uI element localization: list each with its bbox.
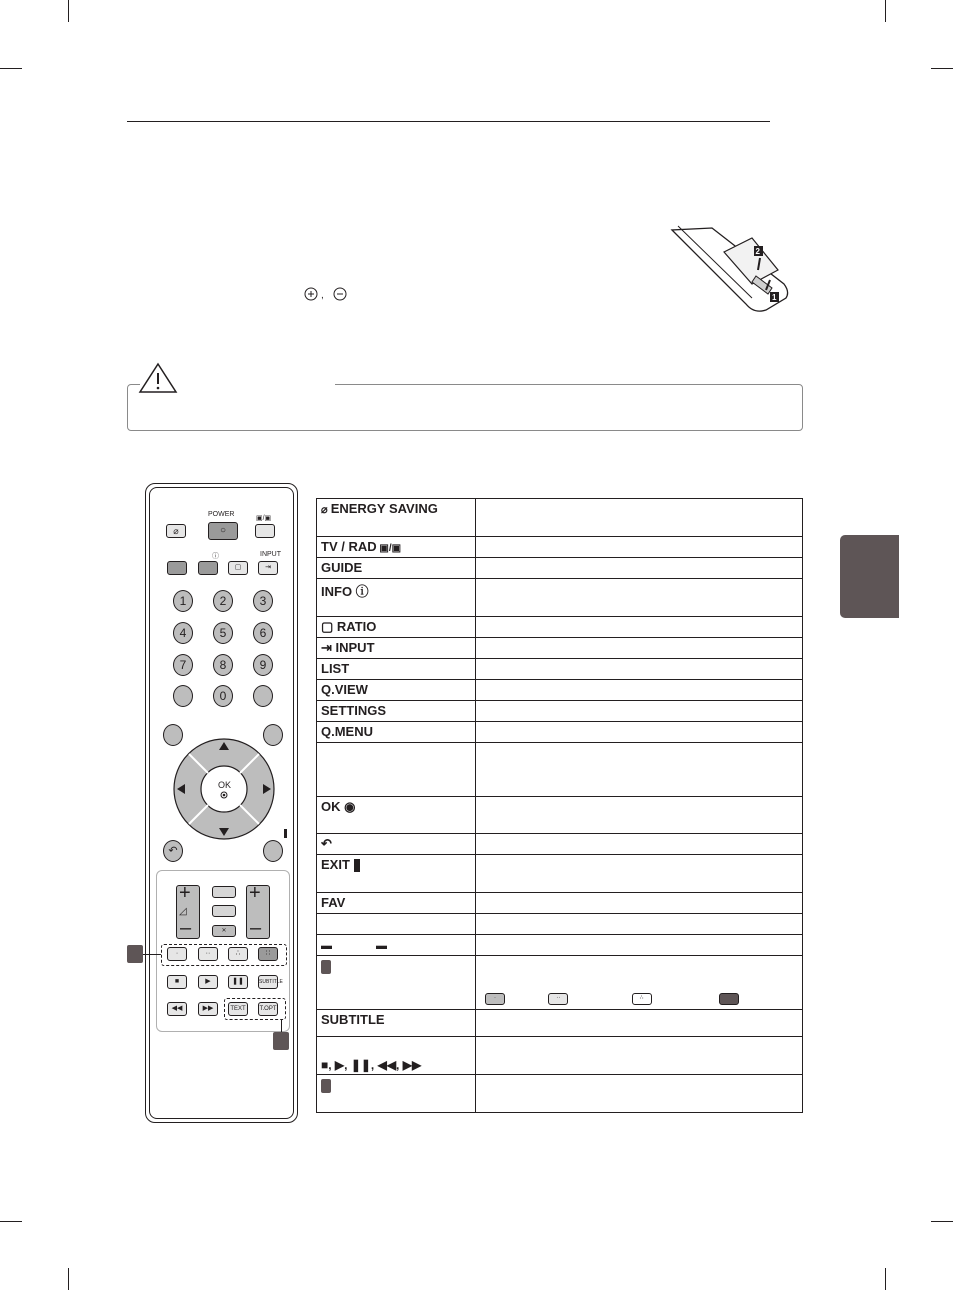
input-label: INPUT	[260, 551, 281, 558]
table-row-key: LIST	[317, 659, 476, 680]
crop-mark	[68, 1268, 69, 1290]
table-row-key	[317, 914, 476, 935]
callout-1-marker	[127, 945, 143, 963]
number-button[interactable]: 7	[173, 654, 193, 676]
volume-icon: ◿	[179, 906, 187, 917]
crop-mark	[885, 0, 886, 22]
table-row-desc	[476, 914, 803, 935]
table-row-key	[317, 1075, 476, 1113]
info-label-icon: ⓘ	[212, 553, 219, 560]
pause-button[interactable]: ❚❚	[228, 975, 248, 989]
blue-key-icon	[719, 993, 739, 1005]
table-row-key: INFO ⓘ	[317, 579, 476, 617]
volume-up-icon: +	[179, 882, 191, 904]
table-row-key: SUBTITLE	[317, 1010, 476, 1037]
callout-1-leader	[143, 954, 161, 955]
table-row-desc	[476, 638, 803, 659]
callout-2-marker	[273, 1032, 289, 1050]
green-key-icon: ··	[548, 993, 568, 1005]
table-row-key	[317, 743, 476, 797]
blue-button[interactable]: ∷	[258, 947, 278, 961]
number-button[interactable]: 0	[213, 685, 233, 707]
energy-saving-button[interactable]: ⌀	[166, 524, 186, 538]
t-opt-button[interactable]: T.OPT	[258, 1002, 278, 1016]
table-row-desc	[476, 1010, 803, 1037]
back-icon: ↶	[321, 836, 332, 851]
header-rule	[127, 121, 770, 122]
table-row-desc	[476, 680, 803, 701]
ratio-icon: ▢	[321, 619, 337, 634]
table-row-desc	[476, 743, 803, 797]
warning-icon	[138, 362, 178, 394]
table-row-key: TV / RAD ▣/▣	[317, 537, 476, 558]
crop-mark	[885, 1268, 886, 1290]
table-row-desc	[476, 855, 803, 893]
color-key-row	[480, 990, 798, 1007]
program-down-icon: –	[250, 917, 262, 939]
exit-icon	[284, 829, 287, 838]
caution-box	[127, 384, 803, 431]
page-left-icon: ▬	[321, 940, 332, 952]
back-button[interactable]: ↶	[163, 840, 183, 862]
number-button[interactable]: 2	[213, 590, 233, 612]
table-row-desc	[476, 558, 803, 579]
table-row-desc	[476, 579, 803, 617]
program-up-icon: +	[249, 882, 261, 904]
table-row-desc	[476, 701, 803, 722]
number-button[interactable]: 9	[253, 654, 273, 676]
plus-minus-polarity-icon	[304, 286, 350, 302]
table-row-key: OK ◉	[317, 797, 476, 834]
table-row-desc	[476, 617, 803, 638]
number-button[interactable]: 3	[253, 590, 273, 612]
chapter-tab	[840, 535, 899, 618]
table-row-key: GUIDE	[317, 558, 476, 579]
callout-2-icon	[321, 1079, 331, 1093]
leaf-icon: ⌀	[321, 504, 331, 516]
crop-mark	[0, 68, 22, 69]
stop-button[interactable]: ■	[167, 975, 187, 989]
table-row-key: SETTINGS	[317, 701, 476, 722]
tv-rad-button[interactable]	[255, 524, 275, 538]
svg-text:1: 1	[772, 293, 777, 302]
ok-label: OK	[218, 780, 232, 790]
table-row-desc	[476, 722, 803, 743]
button-function-table	[316, 498, 803, 1113]
crop-mark	[0, 1221, 22, 1222]
list-button[interactable]	[173, 685, 193, 707]
table-row-key: ⇥ INPUT	[317, 638, 476, 659]
table-row-desc	[476, 834, 803, 855]
table-row-key	[317, 1037, 476, 1075]
number-button[interactable]: 8	[213, 654, 233, 676]
ok-icon: ◉	[340, 799, 356, 814]
table-row-desc	[476, 659, 803, 680]
play-button[interactable]: ▶	[198, 975, 218, 989]
table-row-desc	[476, 537, 803, 558]
table-row-key: Q.MENU	[317, 722, 476, 743]
text-button[interactable]: TEXT	[228, 1002, 248, 1016]
table-row-desc	[476, 893, 803, 914]
info-icon: ⓘ	[352, 584, 369, 599]
volume-down-icon: –	[180, 917, 192, 939]
ratio-button[interactable]: ▢	[228, 561, 248, 575]
yellow-key-icon: ∴	[632, 993, 652, 1005]
subtitle-button[interactable]: SUBTITLE	[258, 975, 278, 989]
info-button[interactable]	[198, 561, 218, 575]
number-button[interactable]: 6	[253, 622, 273, 644]
mid-button[interactable]	[212, 905, 236, 917]
green-button[interactable]: ··	[198, 947, 218, 961]
table-row-desc	[476, 935, 803, 956]
crop-mark	[931, 1221, 953, 1222]
svg-text:2: 2	[755, 247, 760, 256]
svg-text:,: ,	[321, 290, 324, 301]
red-key-icon: ·	[485, 993, 505, 1005]
number-button[interactable]: 5	[213, 622, 233, 644]
number-button[interactable]: 1	[173, 590, 193, 612]
table-row-desc	[476, 1075, 803, 1113]
table-row-key: FAV	[317, 893, 476, 914]
table-row-key: ⌀ ENERGY SAVING	[317, 499, 476, 537]
rewind-button[interactable]: ◀◀	[167, 1002, 187, 1016]
crop-mark	[68, 0, 69, 22]
table-row-key	[317, 956, 476, 1010]
callout-2-leader	[281, 1020, 282, 1032]
exit-button[interactable]	[263, 840, 283, 862]
table-row-key	[317, 834, 476, 855]
battery-cover-illustration	[668, 222, 808, 322]
power-label: POWER	[208, 511, 235, 518]
crop-mark	[931, 68, 953, 69]
input-icon: ⇥	[321, 640, 336, 655]
exit-icon	[354, 859, 360, 872]
table-row-key: ▢ RATIO	[317, 617, 476, 638]
tv-radio-icon: ▣/▣	[376, 543, 402, 554]
fast-forward-button[interactable]: ▶▶	[198, 1002, 218, 1016]
input-button[interactable]: ⇥	[258, 561, 278, 575]
yellow-button[interactable]: ∴	[228, 947, 248, 961]
mute-button[interactable]: ✕	[212, 925, 236, 937]
table-row-key	[317, 935, 476, 956]
table-row-desc	[476, 1037, 803, 1075]
page-right-icon: ▬	[376, 940, 387, 952]
table-row-desc	[476, 956, 803, 1010]
table-row-desc	[476, 499, 803, 537]
tv-rad-label: ▣/▣	[256, 515, 272, 522]
qview-button[interactable]	[253, 685, 273, 707]
fav-button[interactable]	[212, 886, 236, 898]
power-button[interactable]: ○	[208, 522, 238, 540]
table-row-desc	[476, 797, 803, 834]
callout-1-icon	[321, 960, 331, 974]
guide-button[interactable]	[167, 561, 187, 575]
table-row-key: EXIT	[317, 855, 476, 893]
red-button[interactable]: ·	[167, 947, 187, 961]
table-row-key: Q.VIEW	[317, 680, 476, 701]
number-button[interactable]: 4	[173, 622, 193, 644]
playback-icons: ■, ▶, ❚❚, ◀◀, ▶▶	[321, 1058, 422, 1072]
